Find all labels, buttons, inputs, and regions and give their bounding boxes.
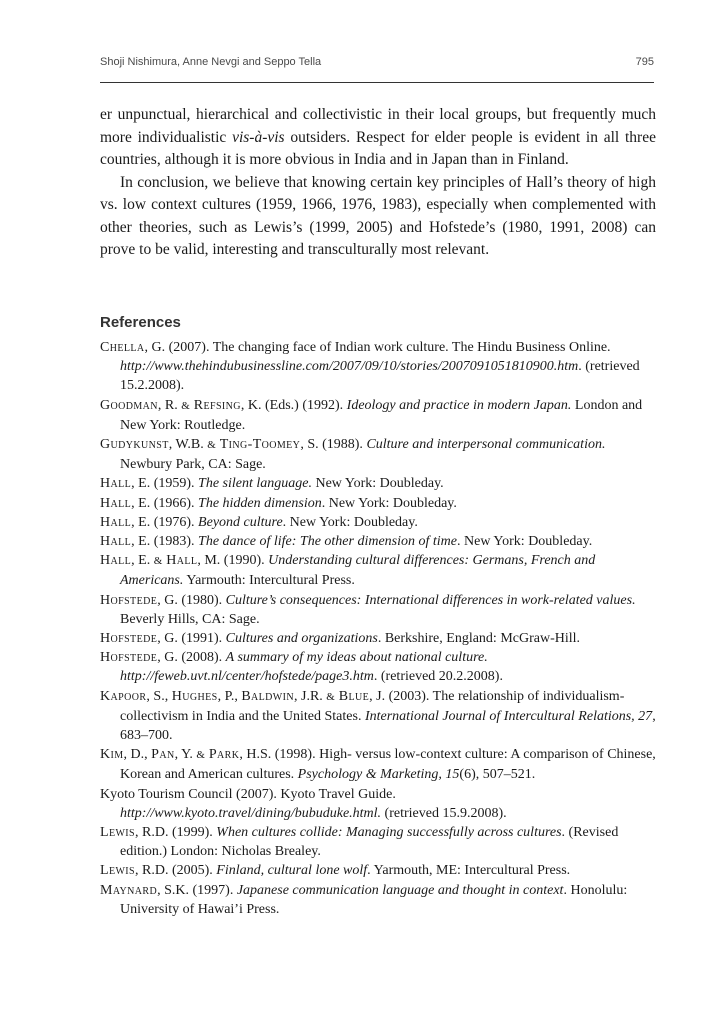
header-authors: Shoji Nishimura, Anne Nevgi and Seppo Tella [100, 56, 322, 68]
page-number: 795 [635, 56, 654, 68]
reference-item: Maynard, S.K. (1997). Japanese communication language and thought in context. Honolulu: University of Hawai’i Press. [100, 882, 628, 917]
reference-item: Gudykunst, W.B. & Ting-Toomey, S. (1988). Culture and interpersonal communication. Newbury Park, CA: Sage. [100, 437, 606, 473]
paragraph [100, 104, 656, 172]
running-header [100, 56, 654, 68]
reference-item: Lewis, R.D. (2005). Finland, cultural lone wolf. Yarmouth, ME: Intercultural Press. [100, 863, 571, 879]
references-heading: References [100, 314, 181, 331]
reference-item: Kapoor, S., Hughes, P., Baldwin, J.R. & Blue, J. (2003). The relationship of individualism-collectivism in India and the United States. International Journal of Intercultural Relations, 27, 683–700. [100, 688, 656, 744]
body-text [100, 104, 656, 262]
reference-item: Kim, D., Pan, Y. & Park, H.S. (1998). High- versus low-context culture: A comparison of Chinese, Korean and American cultures. Psychology & Marketing, 15(6), 507–521. [100, 747, 656, 783]
reference-item: Hofstede, G. (2008). A summary of my ideas about national culture. http://feweb.uvt.nl/center/hofstede/page3.htm. (retrieved 20.2.2008). [100, 650, 503, 685]
reference-item: Hofstede, G. (1980). Culture’s consequences: International differences in work-related values. Beverly Hills, CA: Sage. [100, 592, 636, 627]
text: er unpunctual, hierarchical and collectivistic in their local groups, but frequently much more individualistic [100, 106, 656, 146]
reference-item: Lewis, R.D. (1999). When cultures collide: Managing successfully across cultures. (Revised edition.) London: Nicholas Brealey. [100, 825, 619, 860]
italic-text: vis-à-vis [232, 128, 285, 146]
reference-item: Chella, G. (2007). The changing face of Indian work culture. The Hindu Business Online. http://www.thehindubusinessline.com/2007/09/10/stories/2007091051810900.htm. (retrieved 15.2.2008). [100, 340, 640, 394]
reference-item: Hall, E. (1976). Beyond culture. New York: Doubleday. [100, 514, 418, 530]
reference-item: Hall, E. & Hall, M. (1990). Understanding cultural differences: Germans, French and Americans. Yarmouth: Intercultural Press. [100, 553, 596, 589]
header-rule [100, 82, 654, 83]
reference-item: Kyoto Tourism Council (2007). Kyoto Travel Guide. http://www.kyoto.travel/dining/bubuduke.html. (retrieved 15.9.2008). [100, 786, 507, 821]
reference-item: Hall, E. (1959). The silent language. New York: Doubleday. [100, 476, 444, 492]
reference-item: Hall, E. (1983). The dance of life: The other dimension of time. New York: Doubleday. [100, 534, 593, 550]
reference-item: Hofstede, G. (1991). Cultures and organizations. Berkshire, England: McGraw-Hill. [100, 631, 581, 647]
text: outsiders. Respect for elder people is evident in all three countries, although it is more obvious in India and in Japan than in Finland. [100, 128, 656, 168]
paragraph: In conclusion, we believe that knowing certain key principles of Hall’s theory of high vs. low context cultures (1959, 1966, 1976, 1983), especially when complemented with other theories, such as Lewis’s (1999, 2005) and Hofstede’s (1980, 1991, 2008) can prove to be valid, interesting and transculturally most relevant. [100, 173, 656, 258]
reference-item: Hall, E. (1966). The hidden dimension. New York: Doubleday. [100, 495, 457, 511]
reference-list [100, 338, 656, 919]
reference-item: Goodman, R. & Refsing, K. (Eds.) (1992). Ideology and practice in modern Japan. London and New York: Routledge. [100, 397, 643, 433]
